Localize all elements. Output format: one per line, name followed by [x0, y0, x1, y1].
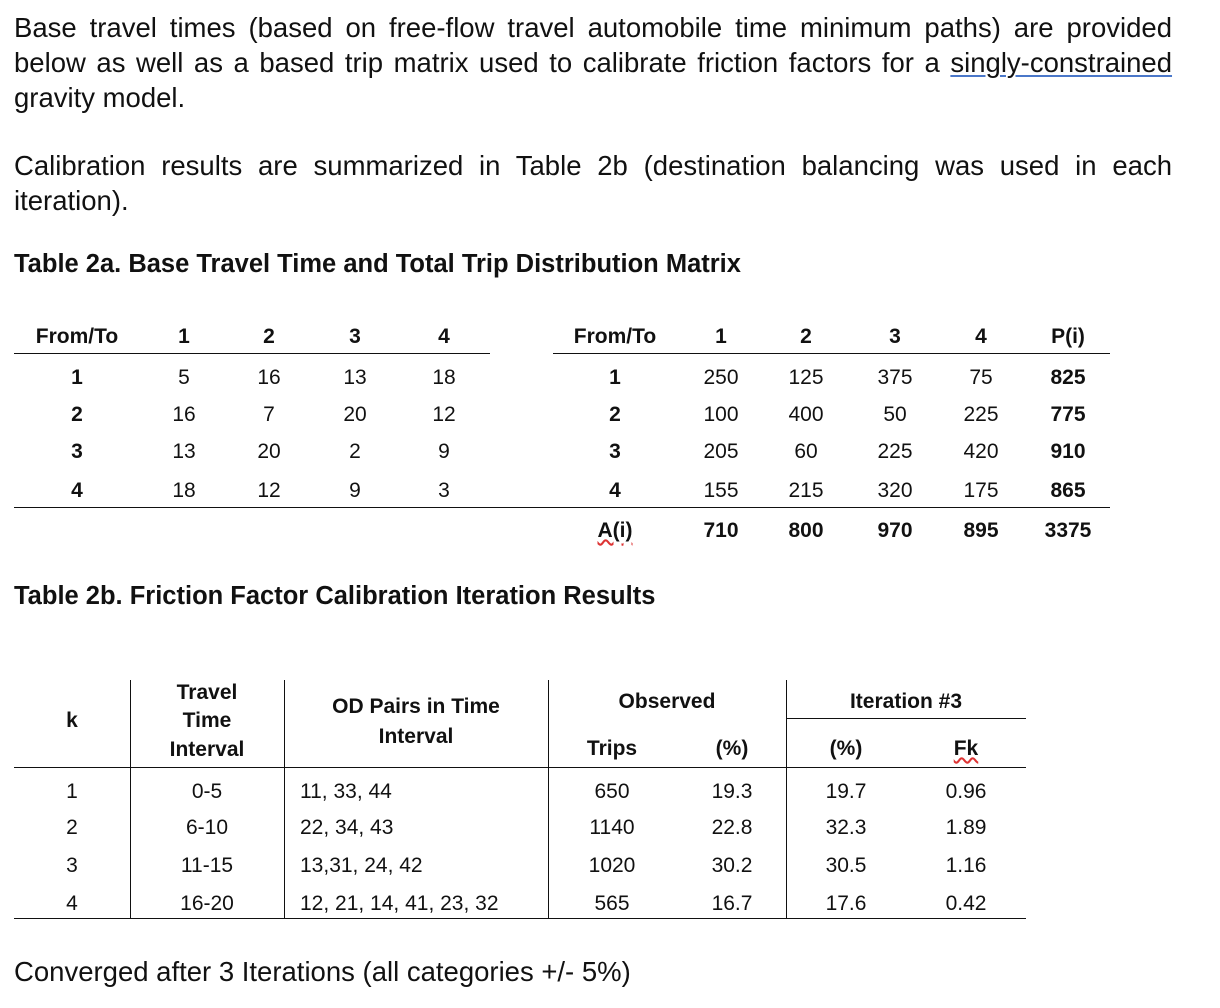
tt-cell: 18 — [172, 479, 196, 502]
tt-row-label: 3 — [71, 440, 83, 463]
tt-cell: 20 — [257, 440, 281, 463]
trips-cell: 155 — [703, 479, 739, 502]
k-header: k — [66, 709, 78, 732]
tt-col-header: 1 — [178, 325, 190, 348]
tt-cell: 13 — [172, 440, 196, 463]
tt-cell: 3 — [438, 479, 450, 502]
tt-cell: 5 — [178, 366, 190, 389]
col-rule — [786, 680, 787, 918]
trips-cell: 320 — [877, 479, 913, 502]
tt-col-header: 4 — [438, 325, 450, 348]
trips-cell: 225 — [877, 440, 913, 463]
table-2b-header-rule — [14, 767, 1026, 768]
trips-cell: 225 — [963, 403, 999, 426]
tt-cell: 20 — [343, 403, 367, 426]
convergence-note: Converged after 3 Iterations (all categories +/- 5%) — [14, 956, 631, 987]
trips-cell: 125 — [788, 366, 824, 389]
k-value: 2 — [66, 816, 78, 839]
observed-pct-header: (%) — [715, 737, 749, 760]
od-pairs-value: 11, 33, 44 — [300, 780, 392, 803]
attraction-value: 970 — [877, 519, 913, 542]
iteration-pct-value: 30.5 — [825, 854, 867, 877]
observed-pct-value: 19.3 — [711, 780, 753, 803]
production-value: 775 — [1050, 403, 1086, 426]
tt-cell: 9 — [438, 440, 450, 463]
trips-corner-header: From/To — [573, 325, 657, 348]
trips-cell: 205 — [703, 440, 739, 463]
od-pairs-value: 13,31, 24, 42 — [300, 854, 423, 877]
iteration-group-rule — [786, 718, 1026, 719]
trips-cell: 75 — [969, 366, 993, 389]
trips-bottom-rule — [14, 507, 1110, 508]
fk-value: 1.89 — [945, 816, 987, 839]
observed-pct-value: 30.2 — [711, 854, 753, 877]
table-2b-bottom-rule — [14, 918, 1026, 919]
fk-header — [926, 737, 1006, 761]
trips-cell: 250 — [703, 366, 739, 389]
attraction-value: 710 — [703, 519, 739, 542]
intro-paragraph-1 — [14, 10, 1172, 115]
trips-row-label: 2 — [609, 403, 621, 426]
production-header-label: P(i) — [1051, 325, 1085, 348]
fk-value: 0.42 — [945, 892, 987, 915]
production-value: 825 — [1050, 366, 1086, 389]
trips-col-header: 3 — [889, 325, 901, 348]
tt-corner-header: From/To — [35, 325, 119, 348]
fk-header-text: Fk — [953, 737, 979, 760]
fk-value: 1.16 — [945, 854, 987, 877]
tt-row-label: 4 — [71, 479, 83, 502]
observed-pct-value: 16.7 — [711, 892, 753, 915]
tt-cell: 18 — [432, 366, 456, 389]
trips-row-label: 1 — [609, 366, 621, 389]
observed-pct-value: 22.8 — [711, 816, 753, 839]
trips-value: 1140 — [589, 816, 635, 839]
trips-cell: 100 — [703, 403, 739, 426]
tt-cell: 13 — [343, 366, 367, 389]
tt-cell: 7 — [263, 403, 275, 426]
od-header-line2: Interval — [378, 725, 454, 748]
trips-value: 1020 — [588, 854, 636, 877]
col-rule — [548, 680, 549, 918]
tt-interval-header-line2: Time — [182, 709, 232, 732]
trips-row-label: 3 — [609, 440, 621, 463]
trips-cell: 50 — [883, 403, 907, 426]
od-pairs-value: 12, 21, 14, 41, 23, 32 — [300, 892, 499, 915]
attraction-label-text: A(i) — [597, 519, 633, 542]
trips-header-rule — [553, 353, 1110, 354]
intro-paragraph-2: Calibration results are summarized in Table 2b (destination balancing was used in each iteration). — [14, 150, 1172, 216]
trips-value: 565 — [594, 892, 630, 915]
production-value: 910 — [1050, 440, 1086, 463]
iteration-pct-value: 19.7 — [825, 780, 867, 803]
grand-total: 3375 — [1044, 519, 1092, 542]
iteration-pct-header: (%) — [829, 737, 863, 760]
od-header-line1: OD Pairs in Time — [332, 695, 500, 718]
tt-cell: 2 — [349, 440, 361, 463]
tt-interval-header-line1: Travel — [176, 681, 238, 704]
iteration-pct-value: 32.3 — [825, 816, 867, 839]
k-value: 4 — [66, 892, 78, 915]
production-header — [1036, 325, 1100, 349]
production-value: 865 — [1050, 479, 1086, 502]
trips-col-header: 2 — [800, 325, 812, 348]
od-pairs-value: 22, 34, 43 — [300, 816, 394, 839]
tt-row-label: 2 — [71, 403, 83, 426]
tt-col-header: 2 — [263, 325, 275, 348]
singly-constrained-term: singly-constrained — [950, 47, 1173, 78]
interval-value: 11-15 — [180, 854, 234, 877]
tt-cell: 16 — [172, 403, 196, 426]
tt-cell: 16 — [257, 366, 281, 389]
iteration-pct-value: 17.6 — [825, 892, 867, 915]
trips-cell: 420 — [963, 440, 999, 463]
k-value: 3 — [66, 854, 78, 877]
trips-row-label: 4 — [609, 479, 621, 502]
trips-header: Trips — [586, 737, 638, 760]
table-2b-title: Table 2b. Friction Factor Calibration Iteration Results — [14, 582, 656, 610]
tt-header-rule — [14, 353, 490, 354]
trips-col-header: 4 — [975, 325, 987, 348]
trips-cell: 215 — [788, 479, 824, 502]
trips-cell: 60 — [794, 440, 818, 463]
k-value: 1 — [66, 780, 78, 803]
tt-col-header: 3 — [349, 325, 361, 348]
intro-text-b: gravity model. — [14, 82, 186, 113]
attraction-value: 800 — [788, 519, 824, 542]
interval-value: 6-10 — [185, 816, 229, 839]
fk-value: 0.96 — [945, 780, 987, 803]
iteration-header: Iteration #3 — [849, 690, 963, 713]
tt-cell: 9 — [349, 479, 361, 502]
attraction-label — [580, 519, 650, 543]
trips-cell: 175 — [963, 479, 999, 502]
trips-col-header: 1 — [715, 325, 727, 348]
tt-interval-header-line3: Interval — [169, 738, 245, 761]
table-2a-title: Table 2a. Base Travel Time and Total Trip Distribution Matrix — [14, 250, 741, 278]
trips-value: 650 — [594, 780, 630, 803]
trips-cell: 375 — [877, 366, 913, 389]
interval-value: 16-20 — [180, 892, 234, 915]
intro-text-a: Base travel times (based on free-flow travel automobile time minimum paths) are provided below as well as a based trip matrix used to calibrate friction factors for a — [14, 12, 1172, 78]
interval-value: 0-5 — [191, 780, 223, 803]
tt-row-label: 1 — [71, 366, 83, 389]
trips-cell: 400 — [788, 403, 824, 426]
observed-header: Observed — [618, 690, 716, 713]
tt-cell: 12 — [432, 403, 456, 426]
attraction-value: 895 — [963, 519, 999, 542]
tt-cell: 12 — [257, 479, 281, 502]
